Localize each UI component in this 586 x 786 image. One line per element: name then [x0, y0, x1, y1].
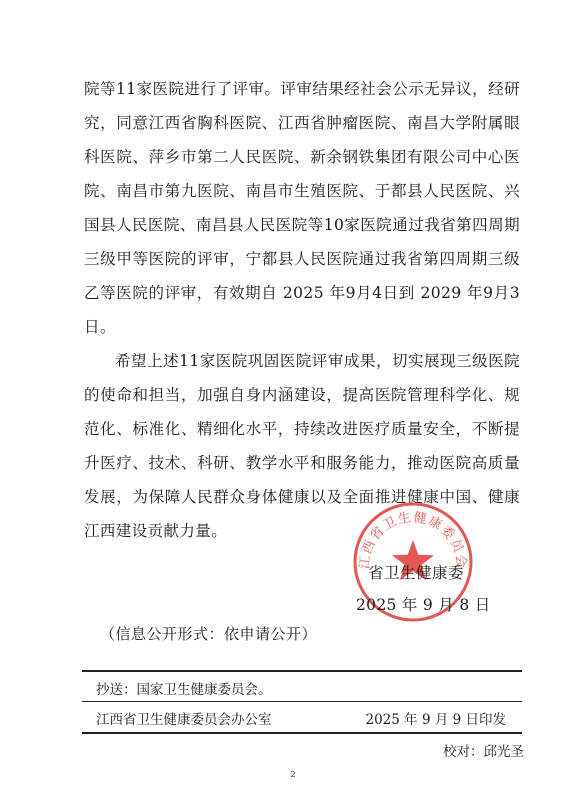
svg-text:江西省卫生健康委员会: 江西省卫生健康委员会 [357, 510, 469, 570]
paragraph-expectation: 希望上述11家医院巩固医院评审成果，切实展现三级医院的使命和担当，加强自身内涵建设，提高医院管理科学化、规范化、标准化、精细化水平，持续改进医疗质量安全，不断提升医疗、技术、科研、教学水平和服务能力，推动医院高质量发展，为保障人民群众身体健康以及全面推进健康中国、健康江西建设贡献力量。 [84, 352, 520, 540]
issue-date: 2025 年 9 月 9 日印发 [365, 712, 506, 728]
proofreader: 校对：邱光圣 [443, 744, 524, 760]
issuing-office: 江西省卫生健康委员会办公室 [96, 712, 272, 728]
disclosure-type: （信息公开形式：依申请公开） [100, 625, 318, 643]
signing-date: 2025 年 9 月 8 日 [356, 596, 491, 614]
footer-divider-middle [82, 701, 522, 702]
footer-divider-top [82, 670, 522, 672]
footer-divider-bottom [82, 732, 522, 734]
paragraph-review-result: 院等11家医院进行了评审。评审结果经社会公示无异议，经研究，同意江西省胸科医院、江西省肿瘤医院、南昌大学附属眼科医院、萍乡市第二人民医院、新余钢铁集团有限公司中心医院、南昌市第九医院、南昌市生殖医院、于都县人民医院、兴国县人民医院、南昌县人民医院等10家医院通过我省第四周期三级甲等医院的评审，宁都县人民医院通过我省第四周期三级乙等医院的评审，有效期自 2025 年9月4日到 2029 年9月3日。 [84, 80, 520, 336]
signing-organization: 省卫生健康委 [368, 564, 465, 582]
page-number: 2 [290, 770, 296, 779]
carbon-copy-line: 抄送：国家卫生健康委员会。 [96, 682, 272, 698]
